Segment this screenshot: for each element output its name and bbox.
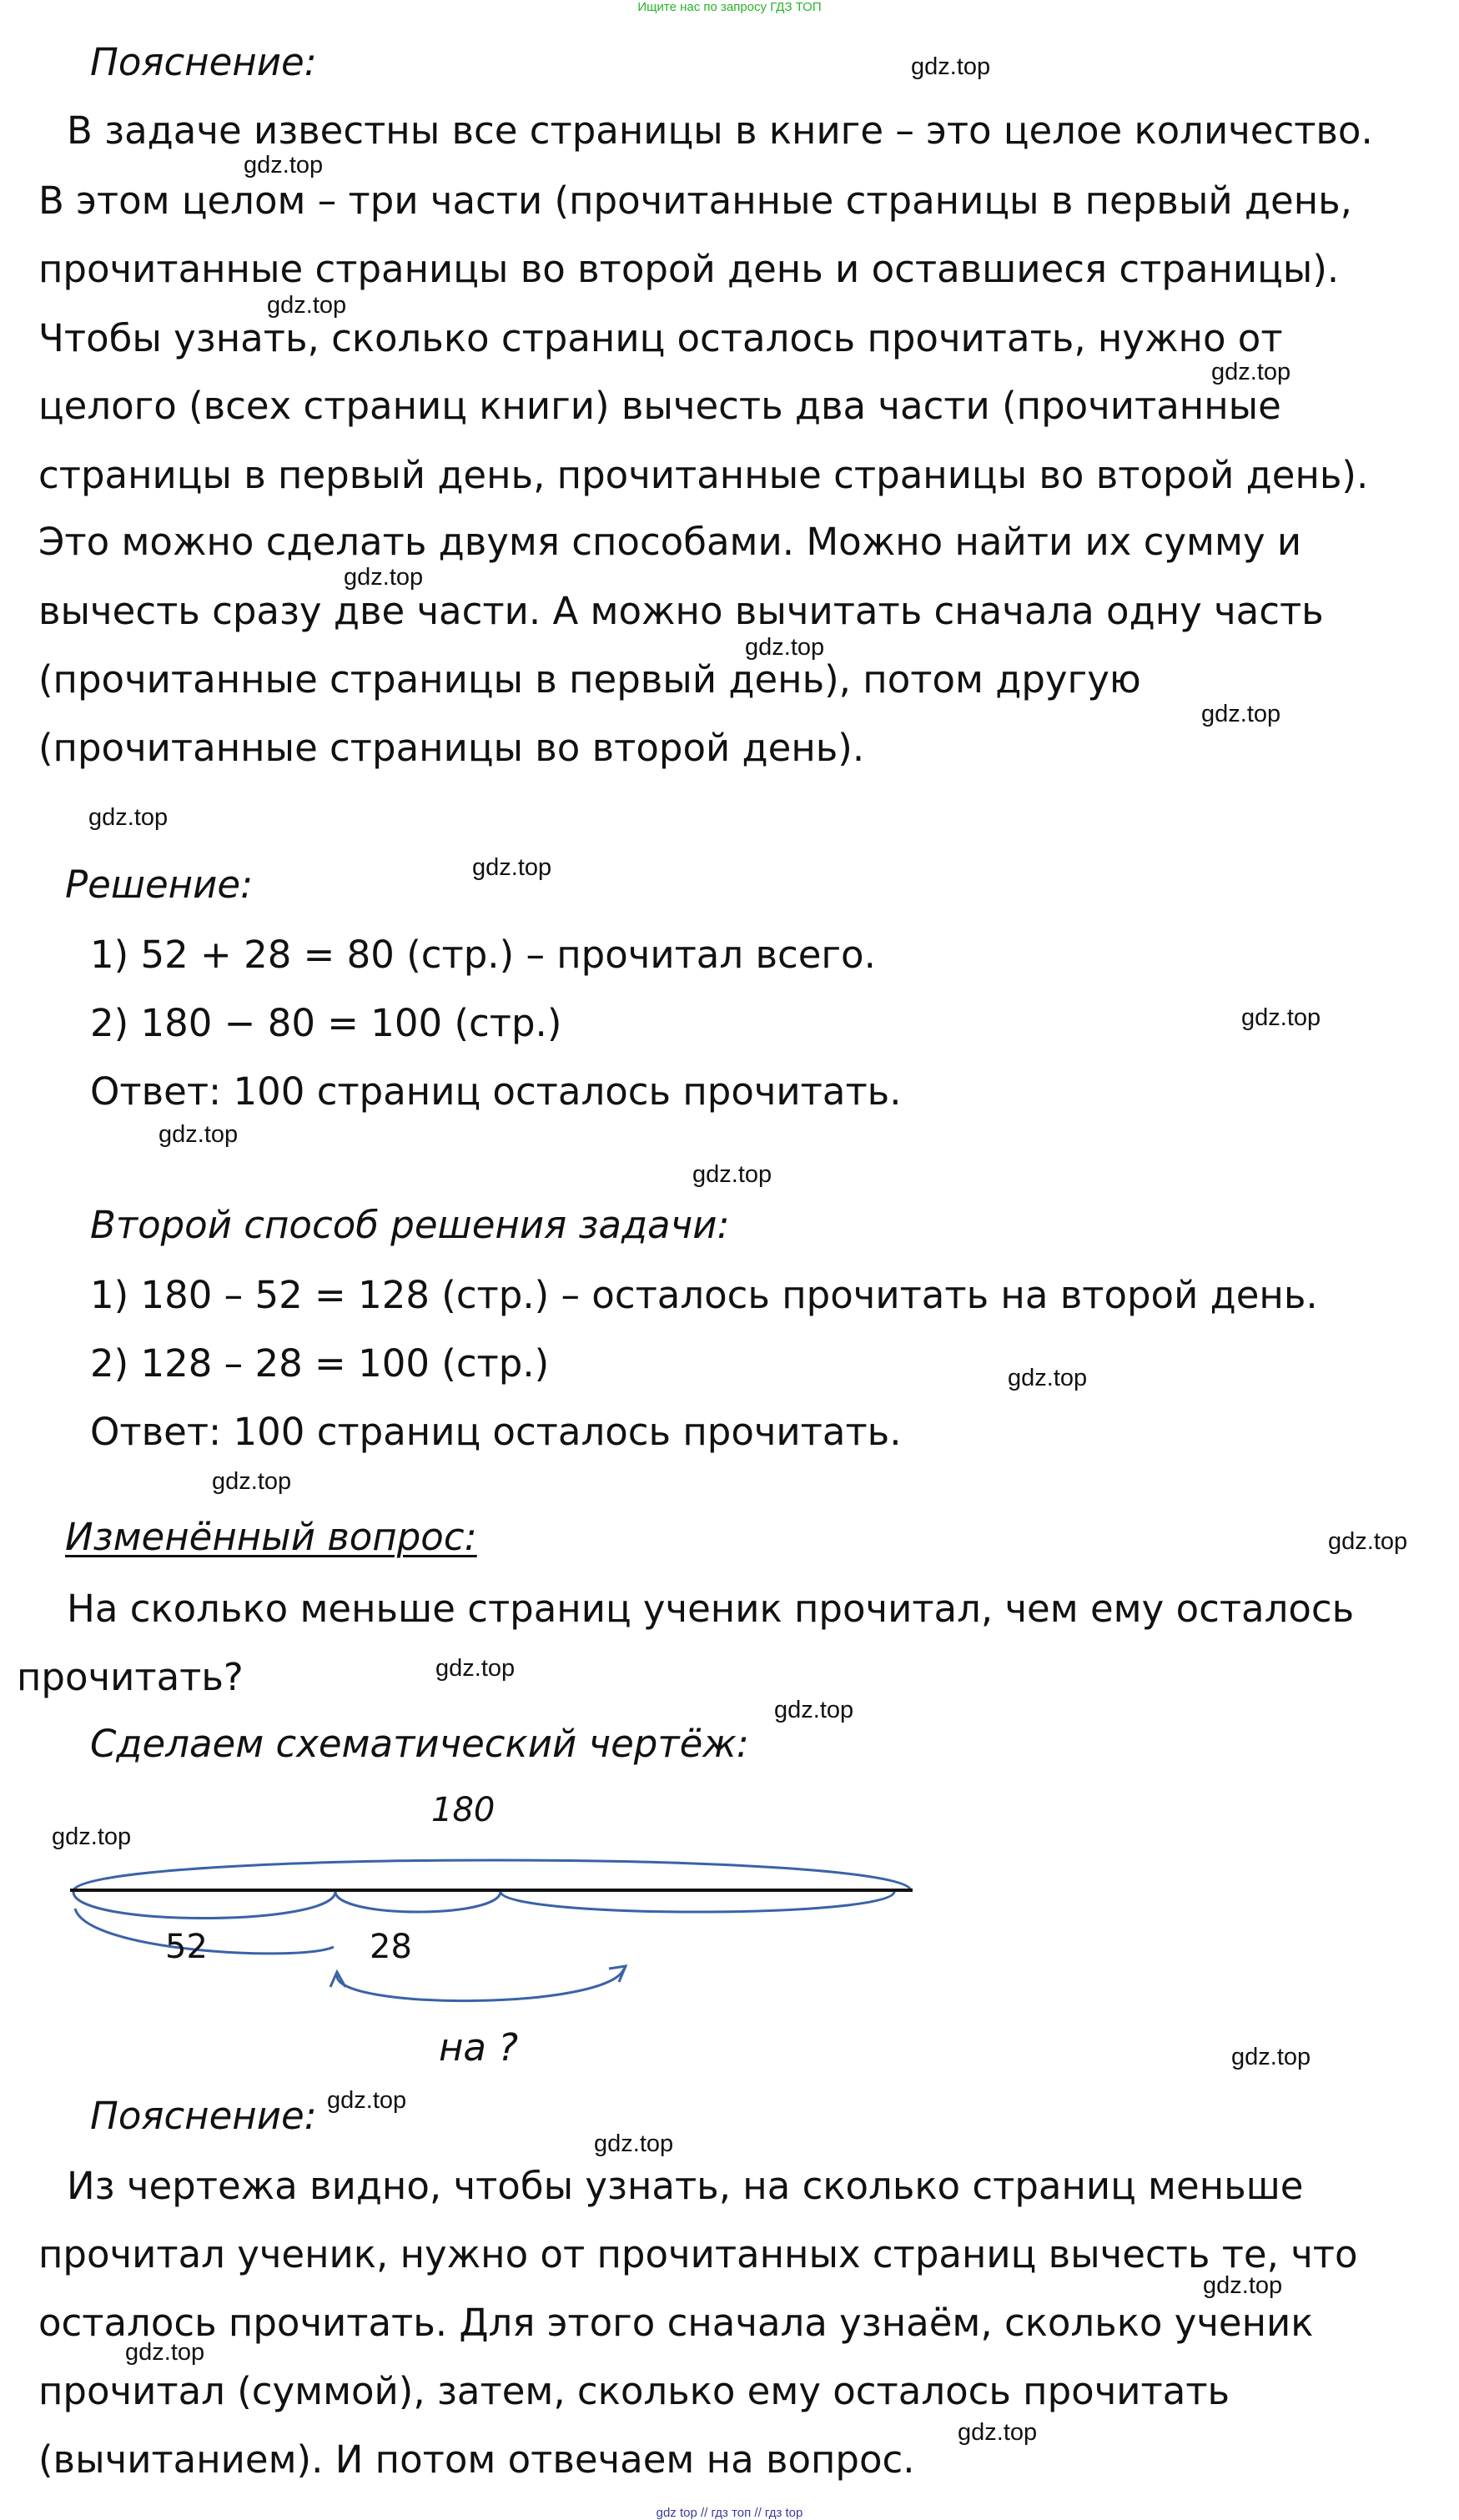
watermark: gdz.top: [88, 804, 169, 831]
bottom-banner: gdz top // гдз топ // гдз top: [656, 2506, 803, 2520]
explanation2-line: Из чертежа видно, чтобы узнать, на сколько страниц меньше: [67, 2164, 1304, 2208]
watermark: gdz.top: [745, 634, 825, 661]
solution2-step2: 2) 128 – 28 = 100 (стр.): [90, 1341, 550, 1386]
explanation1-line: (прочитанные страницы в первый день), потом другую: [38, 657, 1141, 702]
watermark: gdz.top: [1328, 1528, 1408, 1555]
explanation2-line: прочитал (суммой), затем, сколько ему осталось прочитать: [38, 2369, 1230, 2413]
scheme-part1-label: 52: [165, 1928, 208, 1966]
watermark: gdz.top: [472, 854, 552, 881]
watermark: gdz.top: [212, 1468, 292, 1495]
watermark: gdz.top: [1241, 1004, 1321, 1031]
explanation2-line: прочитал ученик, нужно от прочитанных страниц вычесть те, что: [38, 2232, 1358, 2276]
explanation1-line: вычесть сразу две части. А можно вычитать сначала одну часть: [38, 589, 1324, 633]
watermark: gdz.top: [344, 564, 424, 591]
scheme-part2-label: 28: [370, 1928, 412, 1966]
explanation1-line: В задаче известны все страницы в книге – это целое количество.: [67, 108, 1373, 153]
watermark: gdz.top: [958, 2419, 1038, 2446]
watermark: gdz.top: [1201, 701, 1281, 727]
watermark: gdz.top: [911, 53, 991, 80]
watermark: gdz.top: [244, 152, 324, 179]
explanation1-line: В этом целом – три части (прочитанные страницы в первый день,: [38, 179, 1352, 223]
explanation1-line: Чтобы узнать, сколько страниц осталось прочитать, нужно от: [38, 316, 1283, 360]
watermark: gdz.top: [435, 1655, 516, 1682]
solution1-step1: 1) 52 + 28 = 80 (стр.) – прочитал всего.: [90, 933, 876, 977]
watermark: gdz.top: [774, 1697, 854, 1723]
solution2-answer: Ответ: 100 страниц осталось прочитать.: [90, 1410, 902, 1454]
watermark: gdz.top: [692, 1161, 772, 1188]
comparison-arc: [337, 1969, 624, 2001]
watermark: gdz.top: [1211, 359, 1291, 385]
remaining-brace: [501, 1892, 894, 1912]
solution1-heading: Решение:: [65, 863, 254, 907]
watermark: gdz.top: [267, 292, 347, 319]
explanation2-heading: Пояснение:: [90, 2094, 317, 2138]
explanation1-line: целого (всех страниц книги) вычесть два части (прочитанные: [38, 384, 1281, 428]
solution1-answer: Ответ: 100 страниц осталось прочитать.: [90, 1069, 902, 1114]
explanation1-line: Это можно сделать двумя способами. Можно найти их сумму и: [38, 520, 1302, 564]
watermark: gdz.top: [327, 2087, 407, 2114]
watermark: gdz.top: [1203, 2272, 1283, 2299]
watermark: gdz.top: [1008, 1365, 1088, 1391]
changed-question-heading: Изменённый вопрос:: [65, 1515, 477, 1559]
scheme-question-label: на ?: [439, 2025, 519, 2070]
scheme-heading: Сделаем схематический чертёж:: [90, 1722, 749, 1766]
watermark: gdz.top: [594, 2130, 674, 2157]
explanation1-line: страницы в первый день, прочитанные страницы во второй день).: [38, 453, 1369, 497]
part2-brace: [335, 1892, 501, 1912]
explanation1-heading: Пояснение:: [90, 40, 317, 84]
watermark: gdz.top: [158, 1121, 239, 1148]
scheme-total-label: 180: [431, 1791, 496, 1829]
changed-question-line: прочитать?: [17, 1655, 244, 1699]
total-brace: [73, 1860, 911, 1890]
watermark: gdz.top: [125, 2339, 205, 2366]
solution1-step2: 2) 180 − 80 = 100 (стр.): [90, 1001, 562, 1045]
explanation2-line: (вычитанием). И потом отвечаем на вопрос.: [38, 2437, 915, 2482]
watermark: gdz.top: [52, 1823, 132, 1850]
solution2-heading: Второй способ решения задачи:: [90, 1203, 730, 1247]
explanation2-line: осталось прочитать. Для этого сначала узнаём, сколько ученик: [38, 2301, 1314, 2345]
explanation1-line: (прочитанные страницы во второй день).: [38, 726, 865, 770]
top-banner: Ищите нас по запросу ГДЗ ТОП: [637, 0, 822, 14]
part1-brace: [73, 1892, 335, 1919]
watermark: gdz.top: [1231, 2044, 1311, 2070]
solution2-step1: 1) 180 – 52 = 128 (стр.) – осталось прочитать на второй день.: [90, 1273, 1318, 1317]
changed-question-line: На сколько меньше страниц ученик прочитал, чем ему осталось: [67, 1587, 1355, 1631]
explanation1-line: прочитанные страницы во второй день и оставшиеся страницы).: [38, 247, 1340, 291]
